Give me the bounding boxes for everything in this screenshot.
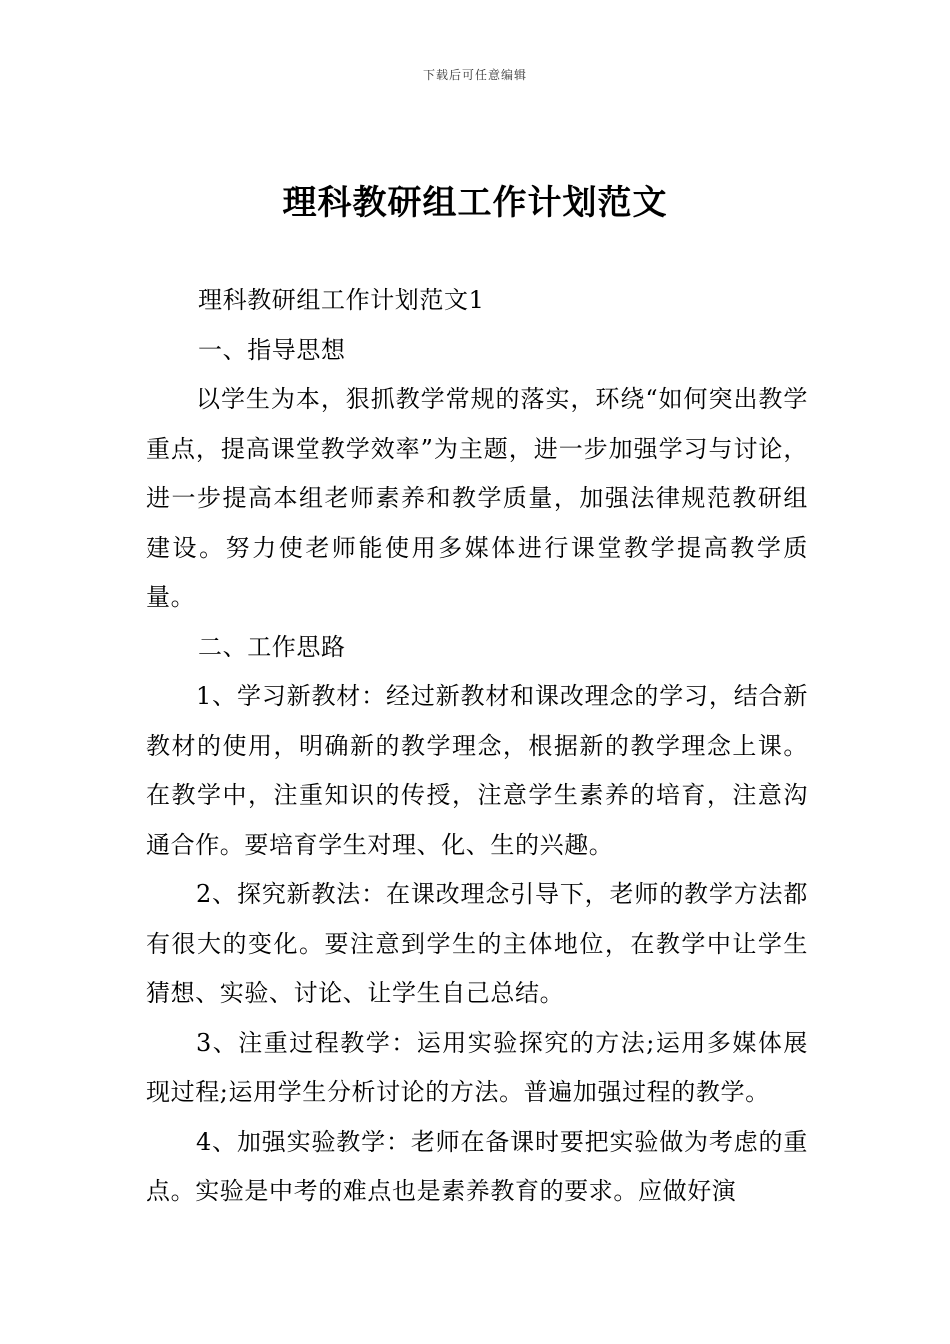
document-body: [146, 276, 808, 1217]
section-heading: 二、工作思路: [198, 632, 346, 661]
section-heading: 理科教研组工作计划范文1: [198, 286, 485, 314]
document-title: 理科教研组工作计划范文: [282, 183, 668, 223]
section-heading: 一、指导思想: [198, 335, 346, 364]
body-paragraph: 以学生为本，狠抓教学常规的落实，环绕“如何突出教学重点，提高课堂教学效率”为主题，进一步加强学习与讨论，进一步提高本组老师素养和教学质量，加强法律规范教研组建设。努力使老师能使用多媒体进行课堂教学提高教学质量。: [146, 385, 808, 611]
body-paragraph: 1、学习新教材：经过新教材和课改理念的学习，结合新教材的使用，明确新的教学理念，根据新的教学理念上课。在教学中，注重知识的传授，注意学生素养的培育，注意沟通合作。要培育学生对理、化、生的兴趣。: [146, 682, 808, 859]
body-paragraph: 2、探究新教法：在课改理念引导下，老师的教学方法都有很大的变化。要注意到学生的主体地位，在教学中让学生猜想、实验、讨论、让学生自己总结。: [146, 880, 808, 1007]
header-note: 下载后可任意编辑: [422, 68, 527, 82]
body-paragraph: 3、注重过程教学：运用实验探究的方法;运用多媒体展现过程;运用学生分析讨论的方法。普遍加强过程的教学。: [146, 1028, 808, 1106]
body-paragraph: 4、加强实验教学：老师在备课时要把实验做为考虑的重点。实验是中考的难点也是素养教育的要求。应做好演: [146, 1127, 808, 1205]
